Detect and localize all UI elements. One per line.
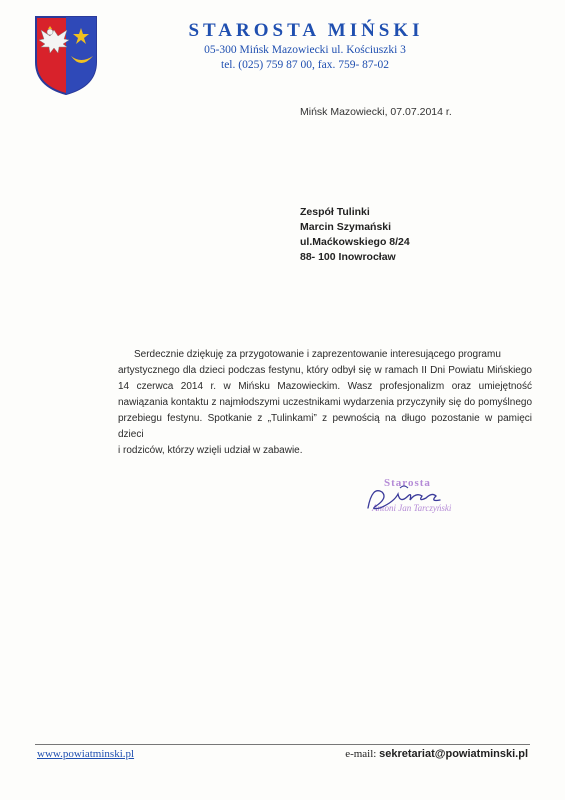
signature-icon bbox=[360, 478, 460, 518]
body-line: 14 czerwca 2014 r. w Mińsku Mazowieckim. Wasz profesjonalizm oraz umiejętność bbox=[118, 381, 532, 392]
stamp-name: Antoni Jan Tarczyński bbox=[372, 503, 452, 513]
recipient-line: Zespół Tulinki bbox=[300, 206, 370, 218]
recipient-line: Marcin Szymański bbox=[300, 221, 392, 233]
recipient-line: 88- 100 Inowrocław bbox=[300, 251, 396, 263]
body-line: nawiązania kontaktu z najmłodszymi uczestnikami wydarzenia przyczyniły się do pomyślnego bbox=[118, 397, 532, 408]
footer-email bbox=[345, 748, 528, 760]
stamp-title: Starosta bbox=[384, 477, 431, 489]
recipient-line: ul.Maćkowskiego 8/24 bbox=[300, 236, 410, 248]
recipient-block bbox=[300, 205, 410, 265]
footer-email-label: e-mail: bbox=[345, 748, 380, 760]
body-line: przebiegu festynu. Spotkanie z „Tulinkami” z pewnością na długo pozostanie w pamięci dzieci bbox=[118, 413, 532, 440]
letter-body bbox=[118, 347, 532, 459]
letterhead-address: 05-300 Mińsk Mazowiecki ul. Kościuszki 3 bbox=[204, 44, 406, 56]
footer-email-address[interactable]: sekretariat@powiatminski.pl bbox=[379, 748, 528, 760]
coat-of-arms-icon bbox=[33, 14, 99, 96]
letter-date: Mińsk Mazowiecki, 07.07.2014 r. bbox=[300, 106, 452, 118]
body-line: Serdecznie dziękuję za przygotowanie i zaprezentowanie interesującego programu bbox=[134, 349, 501, 360]
footer-divider bbox=[35, 744, 530, 745]
body-line: i rodziców, którzy wzięli udział w zabawie. bbox=[118, 445, 303, 456]
body-line: artystycznego dla dzieci podczas festynu, który odbył się w ramach II Dni Powiatu Mińskiego bbox=[118, 365, 532, 376]
letterhead-title: STAROSTA MIŃSKI bbox=[188, 20, 424, 41]
footer-website-link[interactable]: www.powiatminski.pl bbox=[37, 748, 135, 760]
letterhead-phone: tel. (025) 759 87 00, fax. 759- 87-02 bbox=[221, 59, 389, 71]
